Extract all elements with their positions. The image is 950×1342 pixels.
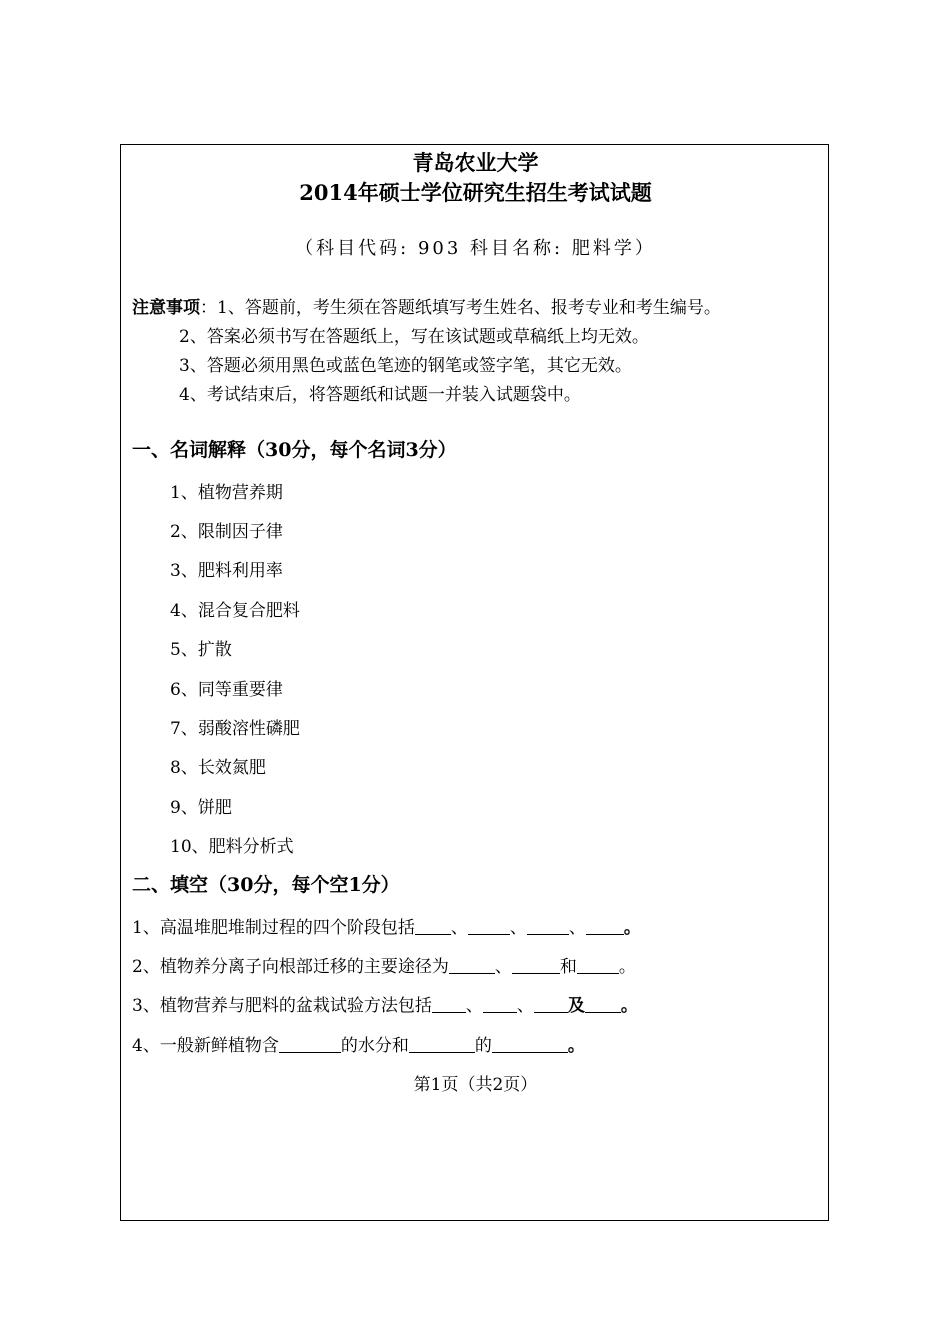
answer-blank	[279, 1035, 341, 1053]
term-item: 7、弱酸溶性磷肥	[170, 719, 300, 739]
fill-question-3: 3、植物营养与肥料的盆栽试验方法包括 、 、 及 。	[132, 996, 638, 1016]
answer-blank	[432, 995, 466, 1013]
term-item: 1、植物营养期	[170, 483, 283, 503]
term-item: 8、长效氮肥	[170, 758, 266, 778]
university-name: 青岛农业大学	[412, 150, 539, 175]
answer-blank	[449, 956, 495, 974]
answer-blank	[585, 995, 621, 1013]
note-item: 4、考试结束后，将答题纸和试题一并装入试题袋中。	[179, 385, 581, 405]
term-item: 2、限制因子律	[170, 522, 283, 542]
note-item: 1、答题前，考生须在答题纸填写考生姓名、报考专业和考生编号。	[217, 298, 721, 318]
page-number: 第1页（共2页）	[413, 1075, 538, 1095]
notes-line-1: 注意事项：1、答题前，考生须在答题纸填写考生姓名、报考专业和考生编号。	[132, 298, 721, 318]
exam-title: 2014年硕士学位研究生招生考试试题	[299, 180, 652, 205]
subject-line: （科目代码: 903 科目名称: 肥料学）	[295, 238, 656, 259]
fill-question-1: 1、高温堆肥堆制过程的四个阶段包括 、 、 、 。	[132, 918, 641, 938]
answer-blank	[409, 1035, 475, 1053]
exam-page-frame	[120, 144, 829, 1221]
answer-blank	[534, 995, 568, 1013]
section1-heading: 一、名词解释（30分，每个名词3分）	[132, 439, 457, 461]
note-item: 2、答案必须书写在答题纸上，写在该试题或草稿纸上均无效。	[179, 327, 649, 347]
note-item: 3、答题必须用黑色或蓝色笔迹的钢笔或签字笔，其它无效。	[179, 356, 632, 376]
fill-question-4: 4、一般新鲜植物含 的水分和 的 。	[132, 1036, 585, 1056]
answer-blank	[483, 995, 517, 1013]
answer-blank	[586, 917, 624, 935]
answer-blank	[468, 917, 510, 935]
fill-question-2: 2、植物养分离子向根部迁移的主要途径为 、 和 。	[132, 957, 636, 977]
term-item: 9、饼肥	[170, 798, 232, 818]
section2-heading: 二、填空（30分，每个空1分）	[132, 874, 400, 896]
answer-blank	[415, 917, 451, 935]
notes-label: 注意事项	[132, 298, 200, 318]
term-item: 5、扩散	[170, 640, 232, 660]
term-item: 6、同等重要律	[170, 680, 283, 700]
term-item: 4、混合复合肥料	[170, 601, 300, 621]
answer-blank	[492, 1035, 568, 1053]
term-item: 3、肥料利用率	[170, 561, 283, 581]
answer-blank	[577, 956, 619, 974]
term-item: 10、肥料分析式	[170, 837, 294, 857]
answer-blank	[527, 917, 569, 935]
answer-blank	[512, 956, 560, 974]
